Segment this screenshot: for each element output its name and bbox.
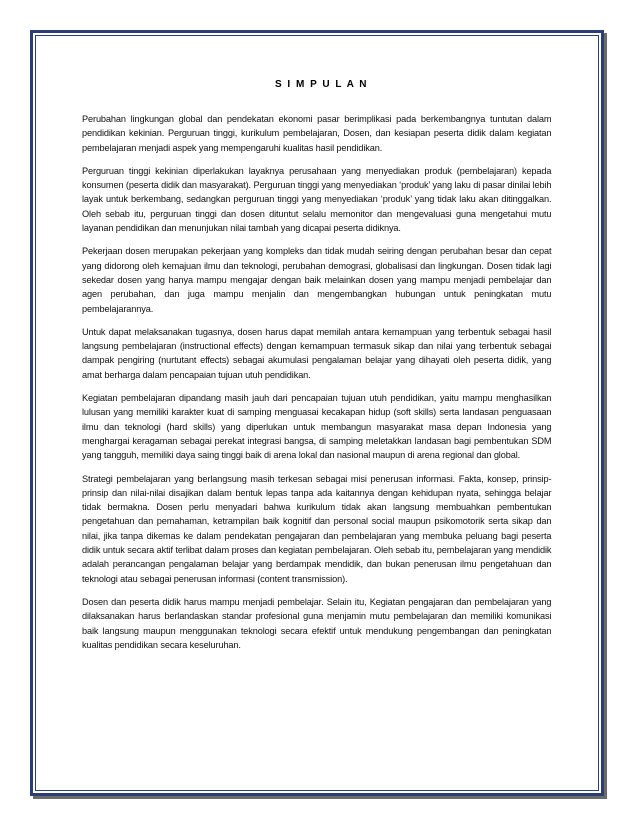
paragraph-3: Pekerjaan dosen merupakan pekerjaan yang kompleks dan tidak mudah seiring dengan perubahan besar dan cepat yang didorong oleh kemajuan ilmu dan teknologi, perubahan demograsi, globalisasi dan lingkungan. Dosen tidak lagi sekedar dosen yang hanya mampu mengajar dengan baik melainkan dosen yang mampu menjadi pembelajar dan agen perubahan, dan juga mampu menjalin dan mengembangkan hubungan untuk peningkatan mutu pembelajarannya.	[82, 245, 552, 314]
paragraph-1: Perubahan lingkungan global dan pendekatan ekonomi pasar berimplikasi pada berkembangnya tuntutan dalam pendidikan kekinian. Perguruan tinggi, kurikulum pembelajaran, Dosen, dan kesiapan peserta didik dalam kegiatan pembelajaran menjadi aspek yang mempengaruhi kualitas hasil pendidikan.	[82, 113, 552, 153]
paragraph-2: Perguruan tinggi kekinian diperlakukan layaknya perusahaan yang menyediakan produk (pembelajaran) kepada konsumen (peserta didik dan masyarakat). Perguruan tinggi yang menyediakan ‘produk’ yang laku di pasar dinilai lebih layak untuk berkembang, sedangkan perguruan tinggi yang menyediakan ‘produk’ yang tidak laku akan ditinggalkan. Oleh sebab itu, perguruan tinggi dan dosen dituntut selalu memonitor dan mengevaluasi guna mengetahui mutu layanan pendidikan dan menunjukan nilai tambah yang dicapai peserta didiknya.	[82, 164, 552, 234]
page-border-frame	[30, 30, 604, 796]
paragraph-5: Kegiatan pembelajaran dipandang masih jauh dari pencapaian tujuan utuh pendidikan, yaitu mampu menghasilkan lulusan yang memiliki karakter kuat di samping menguasai kecakapan hidup (soft skills) serta landasan penguasaan ilmu dan teknologi (hard skills) yang diperlukan untuk membangun masyarakat masa depan Indonesia yang menghargai keragaman sebagai perekat integrasi bangsa, di samping meletakkan landasan bagi pembentukan SDM yang tangguh, memiliki daya saing tinggi baik di arena lokal dan nasional maupun di arena regional dan global.	[82, 392, 552, 461]
paragraph-4: Untuk dapat melaksanakan tugasnya, dosen harus dapat memilah antara kemampuan yang terbentuk sebagai hasil langsung pembelajaran (instructional effects) dengan kemampuan termasuk sikap dan nilai yang terbentuk sebagai dampak pengiring (nurtutant effects) sebagai akumulasi pengalaman belajar yang dihayati oleh peserta didik, yang amat berharga dalam pencapaian tujuan utuh pendidikan.	[82, 325, 552, 380]
document-body	[82, 79, 561, 661]
paragraph-6: Strategi pembelajaran yang berlangsung masih terkesan sebagai misi penerusan informasi. Fakta, konsep, prinsip-prinsip dan nilai-nilai disajikan dalam bentuk lepas tanpa ada kaitannya dengan kehidupan nyata, sehingga belajar tidak bermakna. Dosen perlu menyadari bahwa kurikulum tidak akan langsung membuahkan pembentukan pengetahuan dan pemahaman, ketrampilan baik kognitif dan personal social maupun psikomotorik serta sikap dan nilai, jika tanpa dikemas ke dalam pendekatan pengajaran dan pembelajaran yang membuka peluang bagi peserta didik untuk secara aktif terlibat dalam proses dan kegiatan pembelajaran. Oleh sebab itu, pembelajaran yang mendidik adalah perancangan pengalaman belajar yang berdampak mendidik, dan bukan penerusan ilmu pengetahuan dan teknologi atau sebagai penerusan informasi (content transmission).	[82, 472, 552, 584]
paragraph-7: Dosen dan peserta didik harus mampu menjadi pembelajar. Selain itu, Kegiatan pengajaran dan pembelajaran yang dilaksanakan harus berlandaskan standar profesional guna menjamin mutu pembelajaran dan memiliki komunikasi baik langsung maupun menggunakan teknologi secara efektif untuk mendukung pengembangan dan peningkatan kualitas pendidikan secara keseluruhan.	[82, 595, 552, 650]
page-title: S I M P U L A N	[274, 79, 369, 90]
